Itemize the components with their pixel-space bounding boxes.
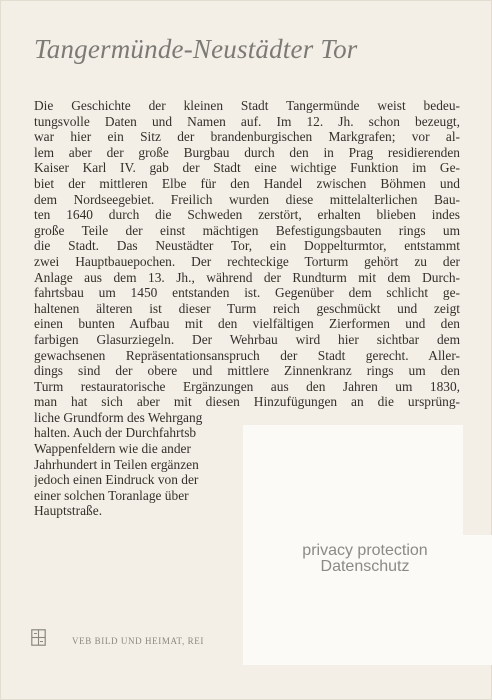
text-line: Die Geschichte der kleinen Stadt Tangermünde weist bedeu- <box>34 98 460 113</box>
page-title: Tangermünde-Neustädter Tor <box>34 34 358 64</box>
text-line: lem aber der große Burgbau durch den in Prag residierenden <box>34 144 460 160</box>
text-line: Kaiser Karl IV. gab der Stadt eine wichtige Funktion im Ge- <box>34 160 460 176</box>
text-line: fahrtsbau um 1450 entstanden ist. Gegenüber dem schlicht ge- <box>34 285 460 301</box>
publisher-imprint: VEB BILD UND HEIMAT, REI <box>72 636 204 646</box>
text-line: große Teile der einst mächtigen Befestigungsbauten rings um <box>34 222 460 238</box>
privacy-redaction-box <box>243 425 463 537</box>
text-line: die Stadt. Das Neustädter Tor, ein Doppelturmtor, entstammt <box>34 238 460 254</box>
text-line: farbigen Glasurziegeln. Der Wehrbau wird hier sichtbar dem <box>34 331 460 347</box>
text-line: einer solchen Toranlage über <box>34 487 189 503</box>
text-line: einen bunten Aufbau mit den vielfältigen Zierformen und den <box>34 316 460 332</box>
text-line: Anlage aus dem 13. Jh., während der Rundturm mit dem Durch- <box>34 269 460 285</box>
text-line: halten. Auch der Durchfahrtsb <box>34 425 197 441</box>
text-line: dem Nordseegebiet. Freilich wurden diese mittelalterlichen Bau- <box>34 191 460 207</box>
text-line: man hat sich aber mit diesen Hinzufügungen an die ursprüng- <box>34 394 460 410</box>
text-line: Jahrhundert in Teilen ergänzen <box>34 456 199 472</box>
text-line: Wappenfeldern wie die ander <box>34 441 191 457</box>
text-line: zwei Hauptbauepochen. Der rechteckige Torturm gehört zu der <box>34 253 460 269</box>
text-line: gewachsenen Repräsentationsanspruch der Stadt gerecht. Aller- <box>34 347 460 363</box>
text-line: ten 1640 durch die Schweden zerstört, erhalten blieben indes <box>34 207 460 223</box>
text-line: liche Grundform des Wehrgang <box>34 409 203 425</box>
text-line: Hauptstraße. <box>34 503 103 519</box>
text-line: tungsvolle Daten und Namen auf. Im 12. Jh. schon bezeugt, <box>34 113 460 129</box>
text-line: Turm restauratorische Ergänzungen aus den Jahren um 1830, <box>34 378 460 394</box>
publisher-logo-icon <box>31 629 46 646</box>
text-line: war hier ein Sitz der brandenburgischen Markgrafen; vor al- <box>34 129 460 145</box>
text-line: haltenen älteren ist dieser Turm reich geschmückt und zeigt <box>34 300 460 316</box>
watermark-line: Datenschutz <box>320 558 410 575</box>
text-line: biet der mittleren Elbe für den Handel zwischen Böhmen und <box>34 175 460 191</box>
text-line: jedoch einen Eindruck von der <box>34 472 199 488</box>
privacy-watermark <box>292 543 438 575</box>
watermark-line: privacy protection <box>302 542 428 559</box>
text-line: dings sind der obere und mittlere Zinnenkranz rings um den <box>34 363 460 379</box>
